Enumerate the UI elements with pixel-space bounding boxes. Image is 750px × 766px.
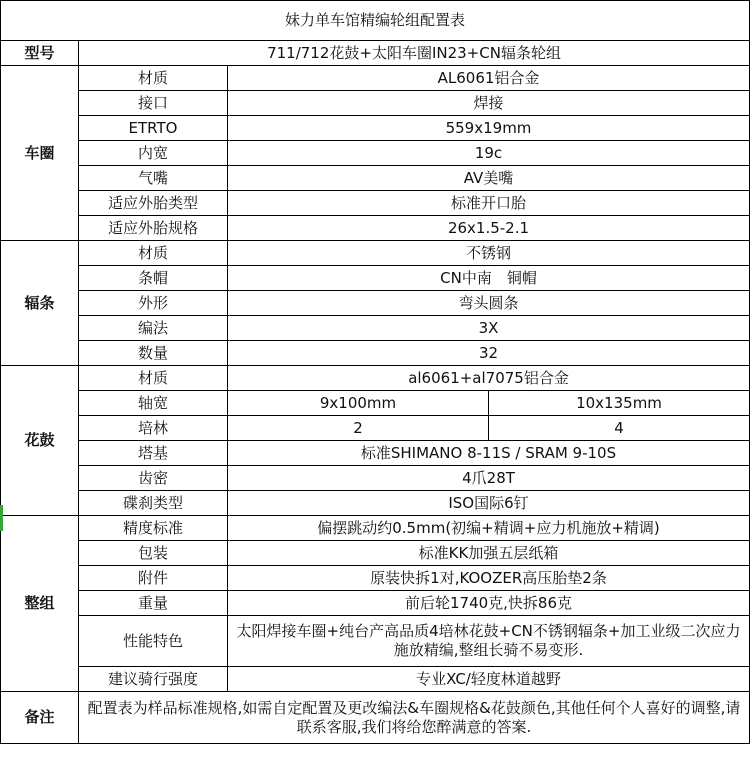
model-label: 型号: [1, 41, 79, 66]
rim-value: 焊接: [228, 91, 750, 116]
rim-label: 适应外胎类型: [79, 191, 228, 216]
spoke-value: 32: [228, 341, 750, 366]
rim-label: 材质: [79, 66, 228, 91]
whole-value: 原装快拆1对,KOOZER高压胎垫2条: [228, 566, 750, 591]
spoke-label: 条帽: [79, 266, 228, 291]
whole-value: 标准KK加强五层纸箱: [228, 541, 750, 566]
rim-value: 26x1.5-2.1: [228, 216, 750, 241]
intensity-label: 建议骑行强度: [79, 667, 228, 692]
intensity-value: 专业XC/轻度林道越野: [228, 667, 750, 692]
whole-label: 精度标准: [79, 516, 228, 541]
rim-label: ETRTO: [79, 116, 228, 141]
rim-value: 标准开口胎: [228, 191, 750, 216]
hub-value: 4爪28T: [228, 466, 750, 491]
remark-value: 配置表为样品标准规格,如需自定配置及更改编法&车圈规格&花鼓颜色,其他任何个人喜好的调整,请联系客服,我们将给您醉满意的答案.: [79, 692, 750, 744]
spoke-label: 编法: [79, 316, 228, 341]
rim-value: AV美嘴: [228, 166, 750, 191]
hub-rear-value: 4: [489, 416, 750, 441]
spoke-value: 弯头圆条: [228, 291, 750, 316]
feature-label: 性能特色: [79, 616, 228, 667]
feature-value: 太阳焊接车圈+纯台产高品质4培林花鼓+CN不锈钢辐条+加工业级二次应力施放精编,整组长骑不易变形.: [228, 616, 750, 667]
hub-value: al6061+al7075铝合金: [228, 366, 750, 391]
hub-front-value: 9x100mm: [228, 391, 489, 416]
spoke-label: 材质: [79, 241, 228, 266]
hub-label: 塔基: [79, 441, 228, 466]
whole-value: 偏摆跳动约0.5mm(初编+精调+应力机施放+精调): [228, 516, 750, 541]
whole-label: 包装: [79, 541, 228, 566]
spoke-label: 数量: [79, 341, 228, 366]
hub-label: 碟刹类型: [79, 491, 228, 516]
rim-value: AL6061铝合金: [228, 66, 750, 91]
spoke-value: 不锈钢: [228, 241, 750, 266]
whole-label: 重量: [79, 591, 228, 616]
section-rim: 车圈: [1, 66, 79, 241]
rim-value: 19c: [228, 141, 750, 166]
hub-value: ISO国际6钉: [228, 491, 750, 516]
model-value: 711/712花鼓+太阳车圈IN23+CN辐条轮组: [79, 41, 750, 66]
rim-label: 适应外胎规格: [79, 216, 228, 241]
whole-value: 前后轮1740克,快拆86克: [228, 591, 750, 616]
section-hub: 花鼓: [1, 366, 79, 516]
rim-label: 气嘴: [79, 166, 228, 191]
hub-label: 培林: [79, 416, 228, 441]
hub-rear-value: 10x135mm: [489, 391, 750, 416]
hub-value: 标准SHIMANO 8-11S / SRAM 9-10S: [228, 441, 750, 466]
section-whole: 整组: [1, 516, 79, 692]
rim-label: 接口: [79, 91, 228, 116]
hub-label: 材质: [79, 366, 228, 391]
hub-front-value: 2: [228, 416, 489, 441]
whole-label: 附件: [79, 566, 228, 591]
section-spoke: 辐条: [1, 241, 79, 366]
page-title: 妹力单车馆精编轮组配置表: [1, 1, 750, 41]
spoke-label: 外形: [79, 291, 228, 316]
rim-label: 内宽: [79, 141, 228, 166]
row-marker: [0, 505, 3, 531]
rim-value: 559x19mm: [228, 116, 750, 141]
spoke-value: CN中南 铜帽: [228, 266, 750, 291]
hub-label: 齿密: [79, 466, 228, 491]
spoke-value: 3X: [228, 316, 750, 341]
hub-label: 轴宽: [79, 391, 228, 416]
remark-label: 备注: [1, 692, 79, 744]
